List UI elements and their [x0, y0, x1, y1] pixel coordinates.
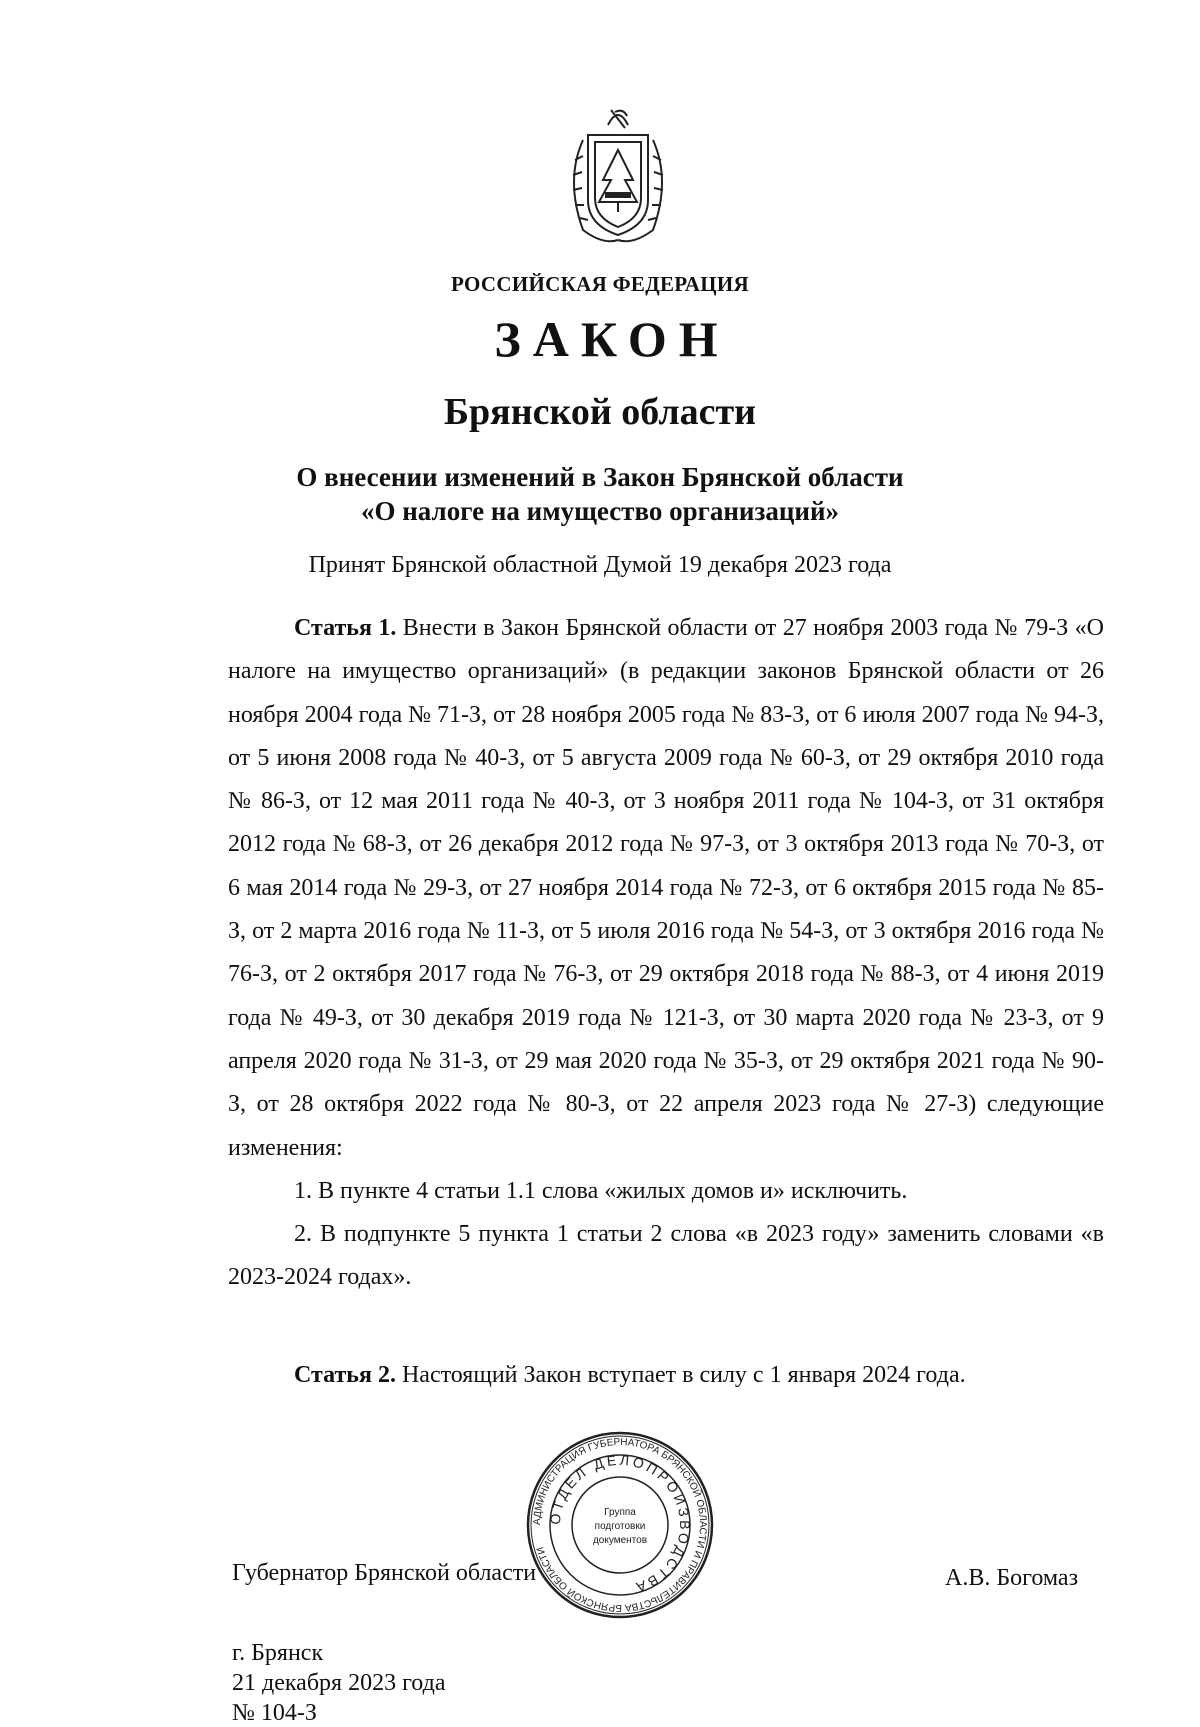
region-heading: Брянской области: [443, 391, 757, 433]
footer-date: 21 декабря 2023 года: [232, 1670, 446, 1696]
footer-number: № 104-З: [232, 1700, 317, 1726]
signatory-name: А.В. Богомаз: [945, 1565, 1079, 1591]
footer-place: г. Брянск: [232, 1640, 324, 1666]
adoption-line: Принят Брянской областной Думой 19 декабря 2023 года: [308, 552, 892, 578]
stamp-center-line-3: документов: [592, 1535, 648, 1546]
article-1-paragraph: [228, 607, 1104, 1170]
article-1-text: Внести в Закон Брянской области от 27 ноября 2003 года № 79-З «О налоге на имущество организаций» (в редакции законов Брянской области от 26 ноября 2004 года № 71-З, от 28 ноября 2005 года № 83-З, от 6 июля 2007 года № 94-З, от 5 июня 2008 года № 40-З, от 5 августа 2009 года № 60-З, от 29 октября 2010 года № 86-З, от 12 мая 2011 года № 40-З, от 3 ноября 2011 года № 104-З, от 31 октября 2012 года № 68-З, от 26 декабря 2012 года № 97-З, от 3 октября 2013 года № 70-З, от 6 мая 2014 года № 29-З, от 27 ноября 2014 года № 72-З, от 6 октября 2015 года № 85-З, от 2 марта 2016 года № 11-З, от 5 июля 2016 года № 54-З, от 3 октября 2016 года № 76-З, от 2 октября 2017 года № 76-З, от 29 октября 2018 года № 88-З, от 4 июня 2019 года № 49-З, от 30 декабря 2019 года № 121-З, от 30 марта 2020 года № 23-З, от 9 апреля 2020 года № 31-З, от 29 мая 2020 года № 35-З, от 29 октября 2021 года № 90-З, от 28 октября 2022 года № 80-З, от 22 апреля 2023 года № 27-З) следующие изменения:: [228, 615, 1104, 1161]
document-type-heading: ЗАКОН: [494, 311, 730, 367]
article-2-text: Настоящий Закон вступает в силу с 1 января 2024 года.: [401, 1362, 966, 1388]
stamp-outer-text: АДМИНИСТРАЦИЯ ГУБЕРНАТОРА БРЯНСКОЙ ОБЛАСТИ И ПРАВИТЕЛЬСТВА БРЯНСКОЙ ОБЛАСТИ: [531, 1436, 709, 1614]
federation-heading: РОССИЙСКАЯ ФЕДЕРАЦИЯ: [451, 272, 749, 296]
official-stamp: [525, 1430, 715, 1620]
article-2-paragraph: [228, 1355, 1104, 1395]
law-title-line-1: О внесении изменений в Закон Брянской области: [296, 462, 904, 492]
article-2-label: Статья 2.: [294, 1362, 396, 1388]
article-1-item-2: 2. В подпункте 5 пункта 1 статьи 2 слова «в 2023 году» заменить словами «в 2023-2024 годах».: [228, 1221, 1104, 1291]
coat-of-arms-emblem: [553, 100, 683, 250]
law-title-line-2: «О налоге на имущество организаций»: [361, 496, 839, 526]
article-1-item-1: 1. В пункте 4 статьи 1.1 слова «жилых домов и» исключить.: [294, 1177, 908, 1204]
stamp-center-line-1: Группа: [604, 1507, 636, 1518]
stamp-center-line-2: подготовки: [594, 1521, 646, 1532]
stamp-inner-text: ОТДЕЛ ДЕЛОПРОИЗВОДСТВА: [546, 1451, 694, 1597]
signatory-title: Губернатор Брянской области: [232, 1560, 537, 1586]
article-1-block: [228, 607, 1104, 1300]
article-1-label: Статья 1.: [294, 615, 397, 641]
